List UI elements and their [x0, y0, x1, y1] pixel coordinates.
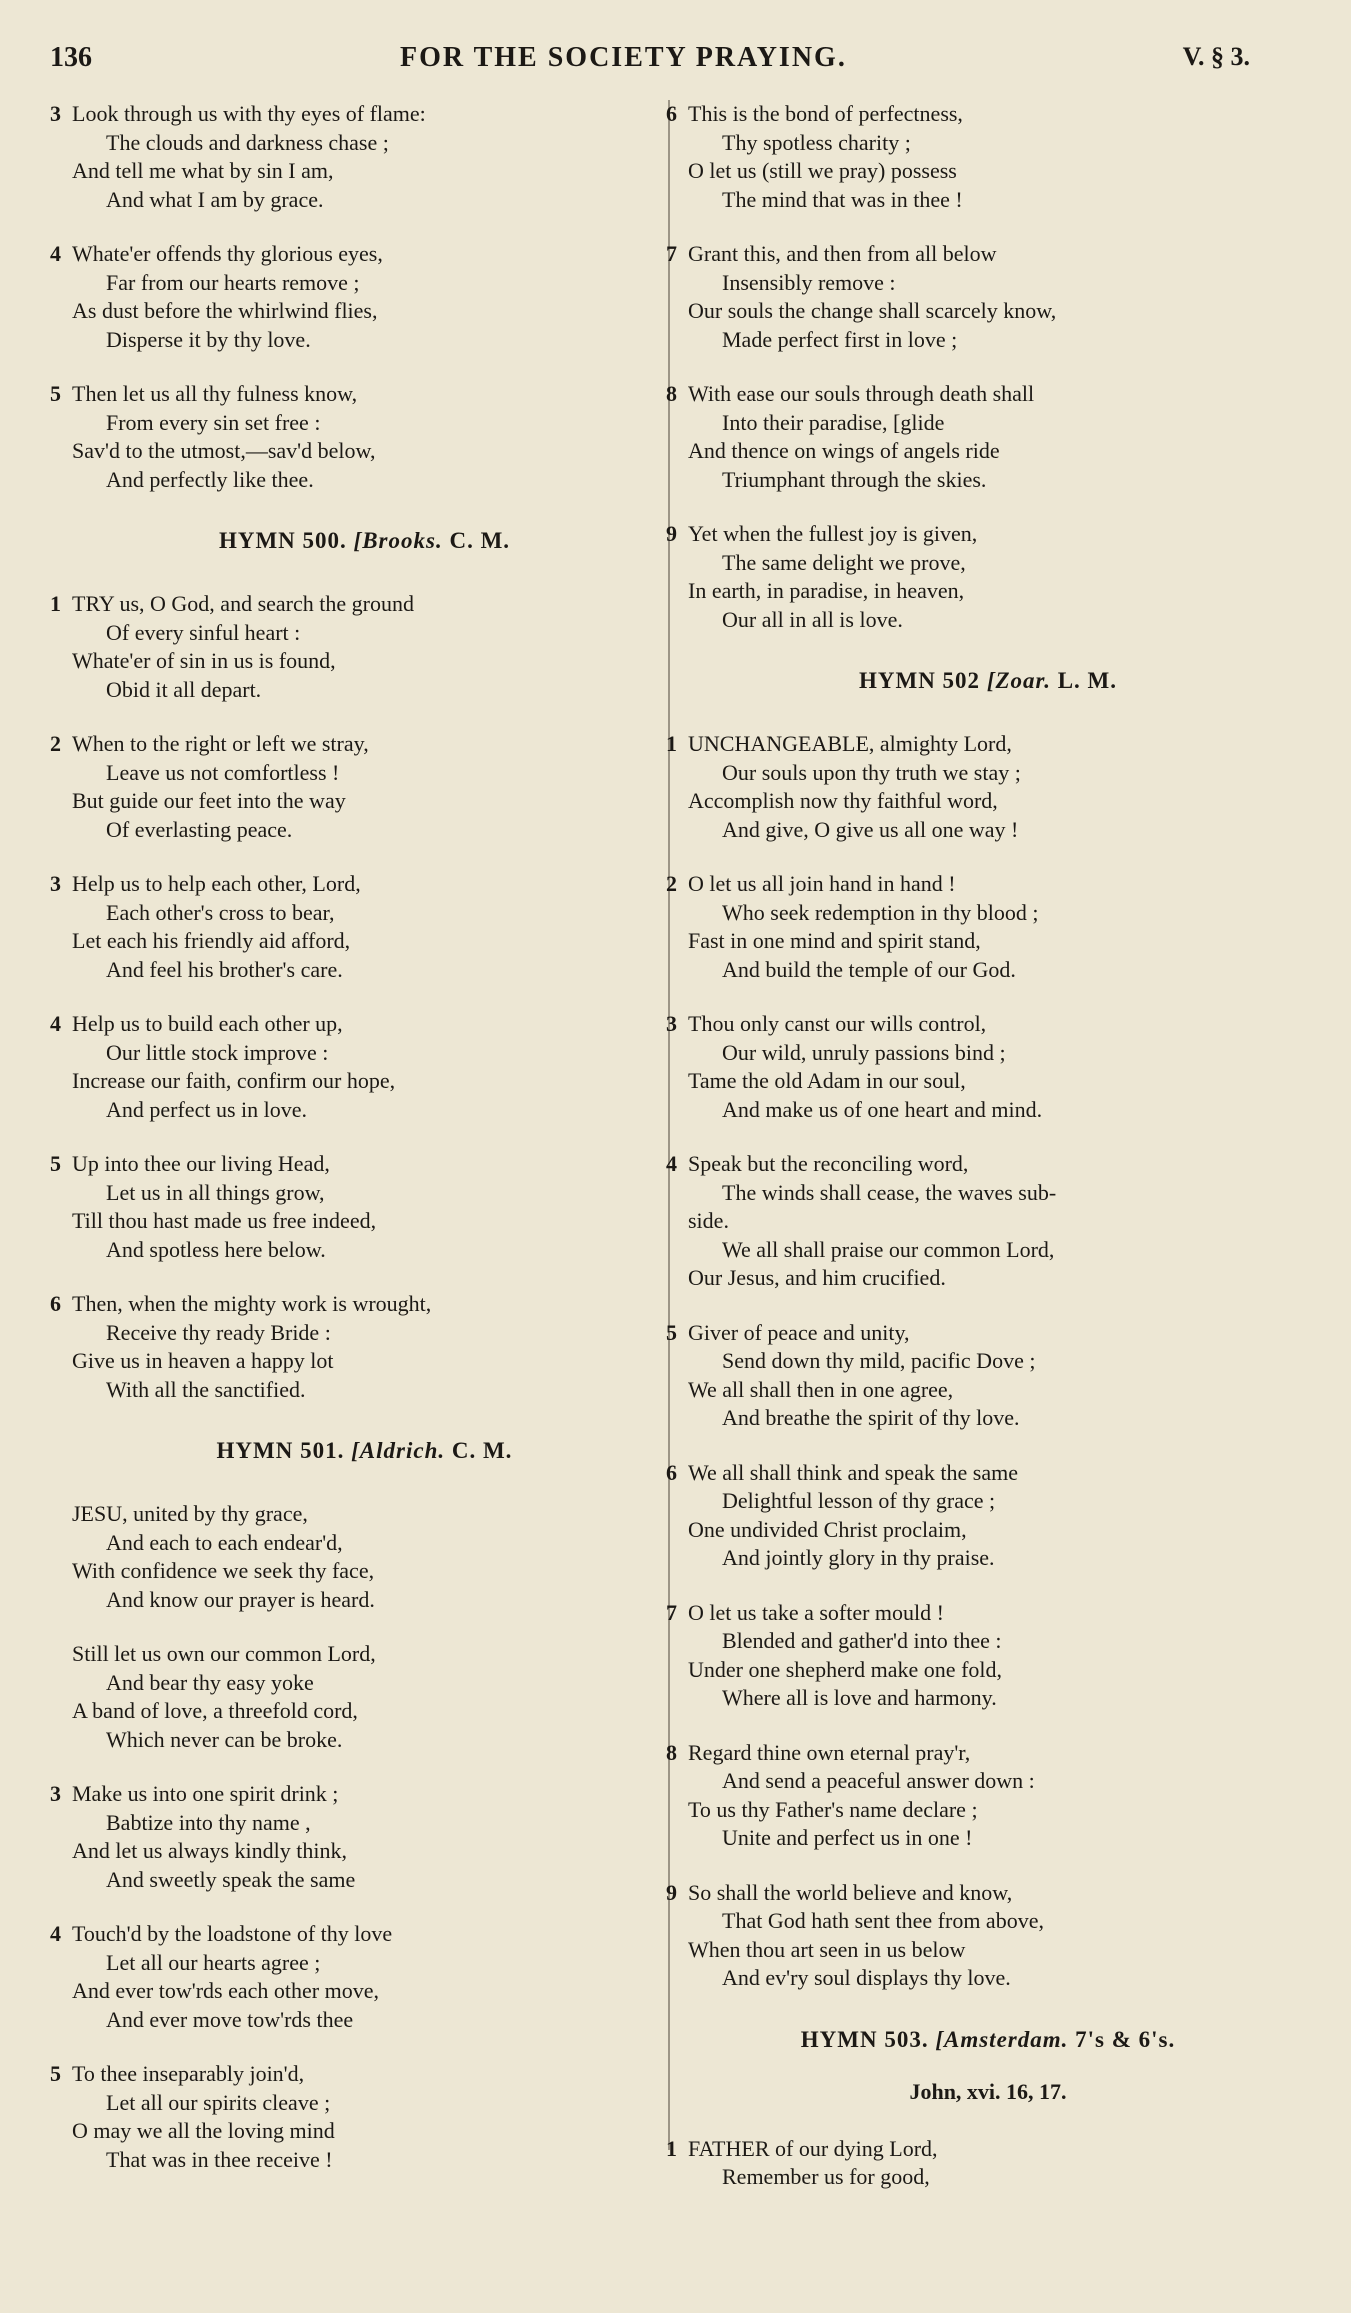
verse-text: The mind that was in thee ! [722, 186, 963, 212]
stanza-number: 5 [666, 1319, 677, 1345]
verse-line [688, 927, 1288, 956]
verse-line [688, 1179, 1288, 1208]
stanza-number: 1 [666, 731, 677, 756]
verse-text: As dust before the whirlwind flies, [72, 298, 378, 323]
verse-line [50, 590, 657, 619]
verse-line [72, 2006, 657, 2035]
verse-text: Insensibly remove : [722, 269, 896, 295]
verse-text: Our souls the change shall scarcely know, [688, 298, 1057, 323]
stanza-number: 4 [50, 1011, 61, 1036]
verse-line [688, 1796, 1288, 1825]
verse-text: Into their paradise, [glide [722, 409, 945, 435]
verse-text: We all shall praise our common Lord, [722, 1236, 1055, 1262]
verse-line [688, 1376, 1288, 1405]
stanza [50, 100, 657, 214]
verse-line [72, 647, 657, 676]
verse-line [688, 1404, 1288, 1433]
verse-text: Fast in one mind and spirit stand, [688, 928, 981, 953]
verse-text: Delightful lesson of thy grace ; [722, 1488, 996, 1513]
verse-line [50, 730, 657, 759]
verse-text: Sav'd to the utmost,—sav'd below, [72, 438, 376, 463]
verse-line [666, 520, 1288, 549]
stanza-number: 3 [50, 871, 61, 896]
stanza [666, 2135, 1288, 2192]
verse-text: Blended and gather'd into thee : [722, 1628, 1002, 1653]
verse-text: That God hath sent thee from above, [722, 1908, 1044, 1933]
verse-text: And know our prayer is heard. [106, 1586, 375, 1612]
verse-line [72, 1179, 657, 1208]
verse-line [72, 2146, 657, 2175]
verse-line [72, 1376, 657, 1405]
verse-text: Let all our hearts agree ; [106, 1949, 321, 1975]
verse-line [688, 157, 1288, 186]
hymn-number: HYMN 503. [800, 2026, 936, 2052]
verse-text: Then let us all thy fulness know, [72, 381, 358, 406]
verse-line [72, 1586, 657, 1615]
stanza [72, 1640, 657, 1754]
verse-text: To thee inseparably join'd, [72, 2061, 305, 2086]
verse-text: The winds shall cease, the waves sub- [722, 1179, 1057, 1205]
verse-line [72, 1319, 657, 1348]
verse-line [688, 1627, 1288, 1656]
verse-line [50, 2060, 657, 2089]
verse-text: Leave us not comfortless ! [106, 759, 340, 785]
stanza [666, 380, 1288, 494]
verse-text: But guide our feet into the way [72, 788, 346, 813]
verse-line [72, 326, 657, 355]
verse-line [72, 676, 657, 705]
verse-line [688, 1487, 1288, 1516]
hymn-meter: 7's & 6's. [1075, 2026, 1176, 2052]
verse-line [688, 1096, 1288, 1125]
verse-text: From every sin set free : [106, 409, 321, 435]
stanza-number: 8 [666, 1739, 677, 1765]
right-column [666, 100, 1288, 2218]
verse-line [666, 1459, 1288, 1488]
verse-text: One undivided Christ proclaim, [688, 1516, 967, 1542]
verse-text: And let us always kindly think, [72, 1838, 347, 1863]
verse-line [666, 1010, 1288, 1039]
hymn-tune: [Amsterdam. [935, 2026, 1076, 2052]
verse-text: Our little stock improve : [106, 1039, 329, 1065]
stanza [72, 1500, 657, 1614]
verse-line [688, 1824, 1288, 1853]
stanza [666, 1150, 1288, 1293]
verse-line [688, 759, 1288, 788]
stanza-number: 4 [666, 1151, 677, 1176]
verse-text: We all shall then in one agree, [688, 1376, 954, 1402]
verse-text: Touch'd by the loadstone of thy love [72, 1921, 393, 1946]
verse-line [688, 899, 1288, 928]
verse-line [72, 1557, 657, 1586]
stanza-number: 4 [50, 241, 61, 266]
verse-text: Still let us own our common Lord, [72, 1641, 376, 1666]
verse-line [72, 1347, 657, 1376]
verse-text: And what I am by grace. [106, 186, 324, 212]
verse-line [72, 2089, 657, 2118]
stanza-number: 5 [50, 2061, 61, 2086]
stanza-number: 1 [666, 2135, 677, 2161]
verse-line [666, 870, 1288, 899]
verse-line [688, 1236, 1288, 1265]
verse-text: And make us of one heart and mind. [722, 1096, 1043, 1122]
verse-line [688, 1039, 1288, 1068]
stanza [50, 1780, 657, 1894]
verse-text: And feel his brother's care. [106, 956, 343, 982]
verse-text: When to the right or left we stray, [72, 731, 369, 756]
verse-text: Help us to help each other, Lord, [72, 871, 361, 896]
stanza-number: 2 [50, 731, 61, 756]
verse-text: The same delight we prove, [722, 549, 966, 575]
verse-text: Increase our faith, confirm our hope, [72, 1068, 396, 1093]
page-header [50, 42, 1250, 82]
stanza [666, 1010, 1288, 1124]
stanza-number: 9 [666, 521, 677, 546]
stanza-number: 7 [666, 241, 677, 266]
verse-line [50, 1920, 657, 1949]
verse-line [688, 1516, 1288, 1545]
page-number: 136 [50, 42, 92, 73]
verse-line [50, 100, 657, 129]
verse-text: And sweetly speak the same [106, 1866, 356, 1892]
verse-text: And jointly glory in thy praise. [722, 1545, 995, 1570]
verse-line [72, 899, 657, 928]
verse-text: And build the temple of our God. [722, 956, 1016, 982]
verse-line [688, 2163, 1288, 2192]
verse-text: In earth, in paradise, in heaven, [688, 578, 965, 603]
verse-line [666, 1319, 1288, 1348]
verse-line [72, 186, 657, 215]
verse-text: Remember us for good, [722, 2164, 930, 2189]
stanza [50, 870, 657, 984]
verse-text: Where all is love and harmony. [722, 1685, 997, 1710]
verse-text: O may we all the loving mind [72, 2118, 335, 2143]
verse-line [666, 730, 1288, 759]
hymn-meter: C. M. [449, 528, 511, 553]
verse-text: And ever tow'rds each other move, [72, 1978, 379, 2003]
verse-text: That was in thee receive ! [106, 2146, 333, 2172]
verse-text: A band of love, a threefold cord, [72, 1698, 358, 1723]
stanza [50, 730, 657, 844]
verse-text: And ev'ry soul displays thy love. [722, 1965, 1011, 1990]
hymn-number: HYMN 501. [216, 1438, 352, 1463]
verse-line [688, 437, 1288, 466]
verse-line [688, 577, 1288, 606]
verse-text: Tame the old Adam in our soul, [688, 1068, 966, 1093]
verse-text: Grant this, and then from all below [688, 241, 997, 266]
stanza [50, 590, 657, 704]
verse-line [688, 1767, 1288, 1796]
verse-text: Who seek redemption in thy blood ; [722, 899, 1039, 925]
stanza-number: 5 [50, 1151, 61, 1176]
verse-text: And send a peaceful answer down : [722, 1768, 1035, 1793]
section-marker: V. § 3. [1182, 42, 1250, 71]
stanza [666, 1319, 1288, 1433]
verse-line [72, 2117, 657, 2146]
stanza-number: 2 [666, 871, 677, 896]
verse-line [666, 1879, 1288, 1908]
verse-line [688, 1684, 1288, 1713]
hymn-meter: L. M. [1057, 668, 1118, 693]
stanza [50, 240, 657, 354]
verse-text: And thence on wings of angels ride [688, 438, 1000, 463]
verse-text: When thou art seen in us below [688, 1936, 966, 1962]
hymn-heading [72, 528, 657, 554]
verse-line [666, 240, 1288, 269]
hymn-heading [688, 2027, 1288, 2053]
verse-line [72, 157, 657, 186]
stanza-number: 8 [666, 381, 677, 406]
verse-line [666, 2135, 1288, 2164]
verse-line [666, 380, 1288, 409]
verse-line [72, 1039, 657, 1068]
verse-line [688, 606, 1288, 635]
verse-text: Under one shepherd make one fold, [688, 1656, 1003, 1682]
verse-text: Our wild, unruly passions bind ; [722, 1039, 1006, 1065]
verse-line [72, 466, 657, 495]
verse-line [72, 1866, 657, 1895]
verse-text: This is the bond of perfectness, [688, 101, 963, 126]
verse-line [688, 297, 1288, 326]
verse-text: Let us in all things grow, [106, 1179, 325, 1205]
verse-text: O let us (still we pray) possess [688, 158, 957, 183]
verse-line [688, 787, 1288, 816]
verse-text: Regard thine own eternal pray'r, [688, 1739, 971, 1765]
verse-line [72, 1726, 657, 1755]
verse-text: Triumphant through the skies. [722, 466, 987, 492]
verse-line [50, 1780, 657, 1809]
verse-text: And give, O give us all one way ! [722, 816, 1019, 842]
verse-line [688, 816, 1288, 845]
stanza-number: 3 [666, 1011, 677, 1036]
stanza-number: 3 [50, 101, 61, 126]
verse-line [688, 409, 1288, 438]
hymn-meter: C. M. [451, 1438, 513, 1463]
stanza-number: 1 [50, 591, 61, 616]
verse-text: Our souls upon thy truth we stay ; [722, 759, 1021, 785]
stanza [666, 1879, 1288, 1993]
stanza-number: 5 [50, 381, 61, 406]
verse-text: And perfectly like thee. [106, 466, 314, 492]
verse-text: Yet when the fullest joy is given, [688, 521, 978, 546]
verse-text: FATHER of our dying Lord, [688, 2135, 938, 2161]
stanza [50, 1010, 657, 1124]
verse-line [50, 380, 657, 409]
verse-text: O let us all join hand in hand ! [688, 871, 956, 896]
verse-line [72, 816, 657, 845]
verse-text: UNCHANGEABLE, almighty Lord, [688, 731, 1012, 756]
stanza [50, 1290, 657, 1404]
verse-text: Till thou hast made us free indeed, [72, 1208, 377, 1233]
verse-text: Made perfect first in love ; [722, 326, 958, 352]
hymn-number: HYMN 502 [858, 668, 987, 693]
verse-line [72, 759, 657, 788]
verse-line [72, 1500, 657, 1529]
stanza-number: 3 [50, 1781, 61, 1806]
verse-line [50, 1010, 657, 1039]
verse-line [688, 269, 1288, 298]
stanza-number: 6 [666, 1459, 677, 1485]
verse-text: O let us take a softer mould ! [688, 1599, 944, 1625]
verse-text: Of everlasting peace. [106, 816, 293, 842]
verse-line [72, 1697, 657, 1726]
verse-line [50, 240, 657, 269]
verse-text: Giver of peace and unity, [688, 1319, 910, 1345]
stanza-number: 7 [666, 1599, 677, 1625]
verse-text: TRY us, O God, and search the ground [72, 591, 414, 616]
verse-text: Look through us with thy eyes of flame: [72, 101, 426, 126]
verse-text: Our Jesus, and him crucified. [688, 1265, 946, 1290]
scripture-reference: John, xvi. 16, 17. [909, 2078, 1067, 2104]
verse-text: Whate'er offends thy glorious eyes, [72, 241, 383, 266]
verse-line [72, 409, 657, 438]
stanza [50, 380, 657, 494]
verse-line [72, 1236, 657, 1265]
verse-line [50, 1150, 657, 1179]
verse-line [688, 1936, 1288, 1965]
left-column [50, 100, 657, 2200]
verse-text: Thy spotless charity ; [722, 129, 911, 155]
verse-line [688, 1207, 1288, 1236]
verse-text: To us thy Father's name declare ; [688, 1796, 978, 1822]
verse-text: We all shall think and speak the same [688, 1459, 1018, 1485]
verse-text: Then, when the mighty work is wrought, [72, 1291, 432, 1316]
verse-text: With confidence we seek thy face, [72, 1558, 375, 1583]
verse-text: Make us into one spirit drink ; [72, 1781, 339, 1806]
verse-line [72, 1669, 657, 1698]
verse-text: And bear thy easy yoke [106, 1669, 314, 1695]
verse-text: And each to each endear'd, [106, 1529, 343, 1555]
verse-text: Receive thy ready Bride : [106, 1319, 331, 1345]
verse-line [688, 1067, 1288, 1096]
stanza [666, 100, 1288, 214]
hymn-heading [72, 1438, 657, 1464]
verse-text: And perfect us in love. [106, 1096, 307, 1122]
verse-text: Let each his friendly aid afford, [72, 928, 351, 953]
stanza [666, 240, 1288, 354]
verse-text: And tell me what by sin I am, [72, 158, 334, 183]
verse-text: Let all our spirits cleave ; [106, 2089, 331, 2115]
verse-line [688, 466, 1288, 495]
running-title: FOR THE SOCIETY PRAYING. [400, 42, 847, 73]
stanza-number: 6 [666, 101, 677, 126]
stanza [50, 1920, 657, 2034]
verse-line [688, 186, 1288, 215]
hymn-tune: [Aldrich. [351, 1438, 452, 1463]
hymn-tune: [Zoar. [986, 668, 1058, 693]
verse-line [72, 956, 657, 985]
verse-line [688, 956, 1288, 985]
verse-text: With ease our souls through death shall [688, 381, 1035, 406]
verse-text: Our all in all is love. [722, 606, 903, 632]
hymn-tune: [Brooks. [353, 528, 450, 553]
verse-text: side. [688, 1208, 729, 1233]
verse-text: And ever move tow'rds thee [106, 2006, 354, 2032]
verse-line [688, 1964, 1288, 1993]
hymn-number: HYMN 500. [218, 528, 354, 553]
verse-line [72, 1207, 657, 1236]
verse-line [72, 269, 657, 298]
verse-line [688, 1347, 1288, 1376]
stanza [50, 2060, 657, 2174]
verse-text: Which never can be broke. [106, 1726, 343, 1752]
verse-text: Thou only canst our wills control, [688, 1011, 987, 1036]
verse-line [72, 1640, 657, 1669]
verse-line [72, 1837, 657, 1866]
verse-line [688, 1907, 1288, 1936]
verse-line [688, 326, 1288, 355]
verse-text: Of every sinful heart : [106, 619, 301, 645]
stanza [666, 870, 1288, 984]
verse-line [688, 1264, 1288, 1293]
verse-line [72, 927, 657, 956]
verse-text: Help us to build each other up, [72, 1011, 343, 1036]
verse-text: Accomplish now thy faithful word, [688, 788, 998, 813]
verse-line [72, 1529, 657, 1558]
verse-line [688, 549, 1288, 578]
stanza [666, 1459, 1288, 1573]
verse-line [72, 437, 657, 466]
stanza-number: 9 [666, 1879, 677, 1905]
verse-line [72, 787, 657, 816]
verse-line [72, 129, 657, 158]
verse-text: Obid it all depart. [106, 676, 262, 702]
verse-line [666, 1150, 1288, 1179]
verse-text: Speak but the reconciling word, [688, 1151, 969, 1176]
verse-text: With all the sanctified. [106, 1376, 306, 1402]
verse-text: Each other's cross to bear, [106, 899, 335, 925]
verse-line [72, 1096, 657, 1125]
verse-line [72, 297, 657, 326]
verse-text: Give us in heaven a happy lot [72, 1348, 334, 1373]
stanza [666, 1599, 1288, 1713]
verse-text: Up into thee our living Head, [72, 1151, 330, 1176]
verse-text: Babtize into thy name , [106, 1809, 311, 1835]
verse-line [72, 1977, 657, 2006]
verse-line [72, 619, 657, 648]
verse-text: Far from our hearts remove ; [106, 269, 360, 295]
stanza-number: 4 [50, 1921, 61, 1946]
verse-line [688, 1544, 1288, 1573]
verse-line [50, 1290, 657, 1319]
hymn-heading [688, 668, 1288, 694]
verse-line [72, 1949, 657, 1978]
verse-line [50, 870, 657, 899]
stanza-number: 6 [50, 1291, 61, 1316]
stanza [666, 520, 1288, 634]
verse-text: Whate'er of sin in us is found, [72, 648, 336, 673]
verse-text: Disperse it by thy love. [106, 326, 311, 352]
verse-line [72, 1067, 657, 1096]
stanza [666, 730, 1288, 844]
verse-line [688, 1656, 1288, 1685]
verse-text: Send down thy mild, pacific Dove ; [722, 1348, 1036, 1373]
verse-text: Unite and perfect us in one ! [722, 1825, 973, 1850]
verse-line [666, 1599, 1288, 1628]
verse-text: JESU, united by thy grace, [72, 1501, 308, 1526]
verse-line [72, 1809, 657, 1838]
stanza [666, 1739, 1288, 1853]
stanza [50, 1150, 657, 1264]
verse-text: So shall the world believe and know, [688, 1879, 1013, 1905]
verse-line [666, 1739, 1288, 1768]
verse-text: And spotless here below. [106, 1236, 326, 1262]
verse-line [666, 100, 1288, 129]
verse-text: And breathe the spirit of thy love. [722, 1405, 1020, 1430]
verse-line [688, 129, 1288, 158]
verse-text: The clouds and darkness chase ; [106, 129, 389, 155]
